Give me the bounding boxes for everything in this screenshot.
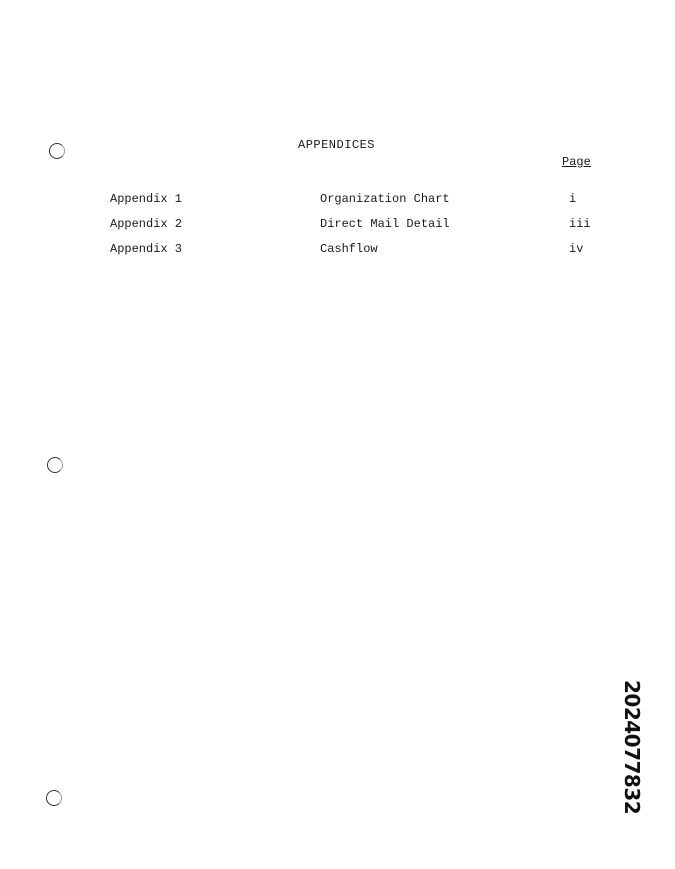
page-title: APPENDICES [298,138,376,152]
appendix-title: Cashflow [320,242,378,256]
appendix-page: iii [569,217,591,231]
list-item [0,242,675,258]
page-column-header: Page [562,155,591,169]
document-number: 2024077832 [620,680,644,815]
appendix-title: Organization Chart [320,192,450,206]
appendix-label: Appendix 3 [110,242,183,256]
appendix-page: i [569,192,577,206]
appendix-page: iv [569,242,584,256]
appendix-label: Appendix 1 [110,192,183,206]
list-item [0,192,675,208]
appendix-title: Direct Mail Detail [320,217,450,231]
punch-hole-icon [49,143,65,159]
punch-hole-icon [46,790,62,806]
appendix-label: Appendix 2 [110,217,183,231]
list-item [0,217,675,233]
punch-hole-icon [47,457,63,473]
